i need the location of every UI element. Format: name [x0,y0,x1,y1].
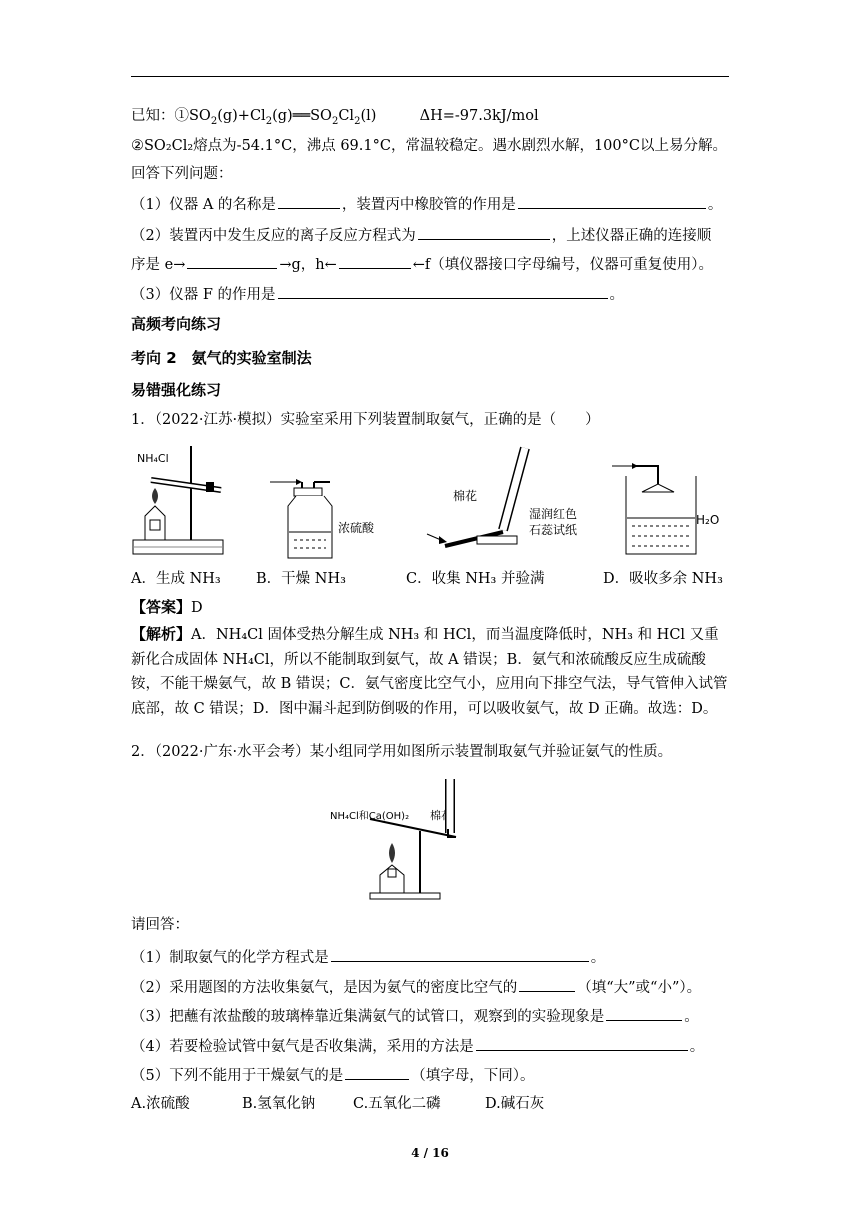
choice-d[interactable]: D.碱石灰 [485,1096,545,1112]
analysis-label: 【解析】 [131,625,192,643]
fig-label-reagents: NH₄Cl和Ca(OH)₂ [330,811,410,822]
choice-a[interactable]: A.浓硫酸 [131,1096,190,1112]
fig-label-nh4cl: NH₄Cl [137,452,169,465]
question-3: （3）仪器 F 的作用是 。 [131,283,624,305]
answer-value: D [191,600,203,616]
fig-label-litmus-2: 石蕊试纸 [529,523,578,537]
answer-blank[interactable] [187,253,277,269]
sub-question-4: （4）若要检验试管中氨气是否收集满，采用的方法是 。 [131,1035,704,1057]
known-line-2: ②SO₂Cl₂熔点为-54.1°C，沸点 69.1°C，常温较稳定。遇水剧烈水解，100°C以上易分解。 [131,138,727,154]
page-number: 4 / 16 [411,1146,449,1160]
sub-question-2: （2）采用题图的方法收集氨气，是因为氨气的密度比空气的 （填“大”或“小”）。 [131,976,701,998]
problem-2-stem: 2．（2022·广东·水平会考）某小组同学用如图所示装置制取氨气并验证氨气的性质。 [131,744,673,760]
known-line-1: 已知：$①SO_2(g)+Cl_2(g)══SO_2Cl_2(l)$ ΔH=-97.3kJ/mol [131,108,539,127]
figure-a-heating-nh4cl [131,440,231,558]
option-d[interactable]: D．吸收多余 NH₃ [603,571,723,587]
fig-label-cotton: 棉花 [453,489,478,503]
sub-question-3: （3）把蘸有浓盐酸的玻璃棒靠近集满氨气的试管口，观察到的实验现象是 。 [131,1005,699,1027]
answer-blank[interactable] [339,253,411,269]
option-b[interactable]: B．干燥 NH₃ [256,571,346,587]
problem-1-stem: 1．（2022·江苏·模拟）实验室采用下列装置制取氨气，正确的是（ ） [131,412,600,428]
enthalpy: ΔH=-97.3kJ/mol [419,108,539,124]
analysis-text: A．NH₄Cl 固体受热分解生成 NH₃ 和 HCl，而当温度降低时，NH₃ 和 HCl 又重新化合成固体 NH₄Cl，所以不能制取到氨气，故 A 错误；B．氨气和浓硫酸反应生成硫酸铵，不能干燥氨气，故 B 错误；C．氨气密度比空气小，应用向下排空气法，导气管伸入试管底部，故 C 错误；D．图中漏斗起到防倒吸的作用，可以吸收氨气，故 D 正确。故选：D。 [131,627,728,717]
answer-label: 【答案】 [131,598,192,616]
sub-question-5: （5）下列不能用于干燥氨气的是 （填字母，下同）。 [131,1064,534,1086]
answer-line [131,597,203,618]
answer-blank[interactable] [519,976,575,992]
question-2: （2）装置丙中发生反应的离子反应方程式为 ，上述仪器正确的连接顺 [131,224,711,246]
figure-d-absorb-nh3 [612,462,732,560]
fig-label-water: H₂O [696,513,720,527]
option-a[interactable]: A．生成 NH₃ [131,571,221,587]
heading-practice: 高频考向练习 [131,315,222,333]
answer-blank[interactable] [278,283,608,299]
choice-c[interactable]: C.五氧化二磷 [353,1096,441,1112]
answer-blank[interactable] [476,1035,688,1051]
answer-blank[interactable] [278,193,340,209]
answer-blank[interactable] [331,946,589,962]
please-answer: 请回答： [131,917,189,933]
sub-question-1: （1）制取氨气的化学方程式是 。 [131,946,605,968]
figure-ammonia-setup [330,773,470,905]
answer-blank[interactable] [418,224,550,240]
answer-blank[interactable] [606,1005,682,1021]
question-2-cont: 序是 e→ →g，h← ←f（填仪器接口字母编号，仪器可重复使用）。 [131,253,713,275]
question-1: （1）仪器 A 的名称是 ，装置丙中橡胶管的作用是 。 [131,193,722,215]
fig-label-conc-acid: 浓硫酸 [338,521,375,535]
figure-c-collect-nh3 [425,440,610,558]
heading-topic: 考向 2 氨气的实验室制法 [131,349,312,367]
known-line-3: 回答下列问题： [131,166,233,182]
fig-label-cotton-2: 棉花 [430,809,452,822]
analysis [131,622,731,721]
answer-blank[interactable] [345,1064,409,1080]
answer-blank[interactable] [518,193,706,209]
heading-error-practice: 易错强化练习 [131,381,222,399]
option-c[interactable]: C．收集 NH₃ 并验满 [406,571,545,587]
choice-b[interactable]: B.氢氧化钠 [242,1096,316,1112]
fig-label-litmus-1: 湿润红色 [529,507,578,521]
choice-list [131,1094,544,1114]
figure-b-drying-bottle [270,470,400,562]
header-rule [131,76,729,77]
